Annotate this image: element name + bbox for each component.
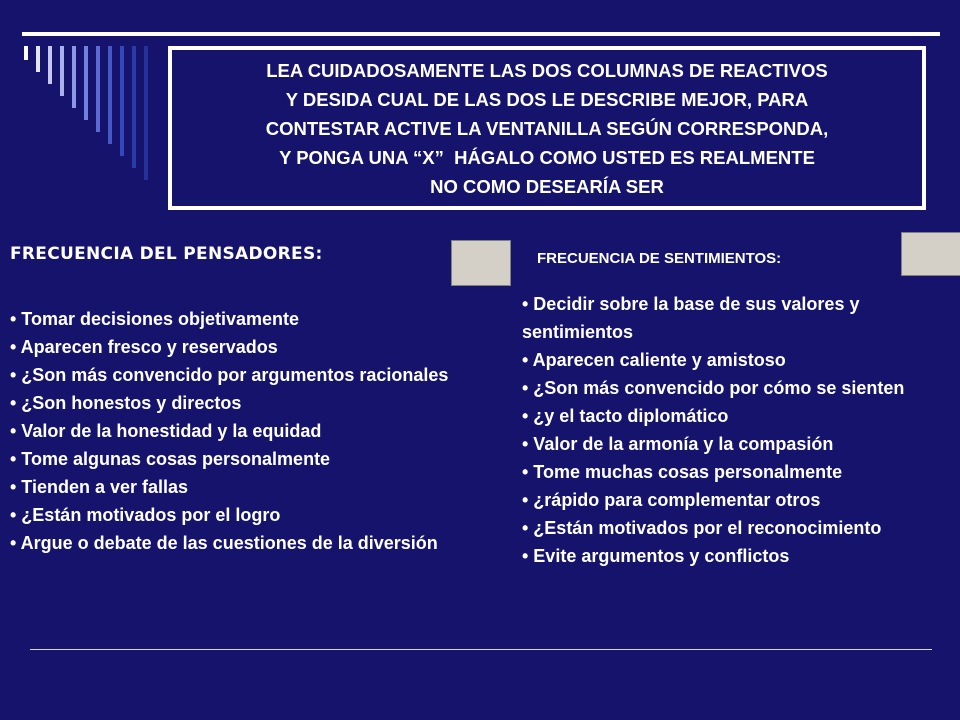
instructions-line: CONTESTAR ACTIVE LA VENTANILLA SEGÚN CORRESPONDA, bbox=[265, 117, 829, 139]
deco-bar bbox=[96, 46, 100, 132]
deco-bar bbox=[72, 46, 76, 108]
thinkers-list bbox=[10, 305, 490, 557]
deco-bar bbox=[24, 46, 28, 60]
deco-bar bbox=[60, 46, 64, 96]
feelers-list bbox=[522, 290, 960, 570]
deco-bar bbox=[48, 46, 52, 84]
deco-bar bbox=[120, 46, 124, 156]
list-item: • Decidir sobre la base de sus valores y sentimientos bbox=[522, 294, 860, 342]
instructions-text bbox=[266, 56, 829, 201]
list-item: • ¿Son más convencido por cómo se sienten bbox=[522, 378, 905, 398]
deco-bar bbox=[84, 46, 88, 120]
top-rule-line bbox=[22, 32, 940, 36]
thinkers-checkbox[interactable] bbox=[451, 240, 511, 286]
list-item: • ¿Están motivados por el logro bbox=[10, 505, 281, 525]
thinkers-title: FRECUENCIA DEL PENSADORES: bbox=[10, 244, 323, 264]
bottom-divider bbox=[30, 649, 932, 650]
list-item: • Tome algunas cosas personalmente bbox=[10, 449, 331, 469]
list-item: • ¿Son más convencido por argumentos racionales bbox=[10, 365, 449, 385]
list-item: • Valor de la armonía y la compasión bbox=[522, 434, 834, 454]
deco-bar bbox=[108, 46, 112, 144]
list-item: • Tomar decisiones objetivamente bbox=[10, 309, 300, 329]
list-item: • Valor de la honestidad y la equidad bbox=[10, 421, 322, 441]
list-item: • ¿y el tacto diplomático bbox=[522, 406, 729, 426]
list-item: • ¿Están motivados por el reconocimiento bbox=[522, 518, 882, 538]
deco-bar bbox=[132, 46, 136, 168]
instructions-box bbox=[168, 46, 926, 210]
deco-bar bbox=[144, 46, 148, 180]
instructions-line: Y DESIDA CUAL DE LAS DOS LE DESCRIBE MEJOR, PARA bbox=[285, 88, 809, 110]
feelers-checkbox[interactable] bbox=[901, 232, 960, 276]
list-item: • Evite argumentos y conflictos bbox=[522, 546, 790, 566]
instructions-line: NO COMO DESEARÍA SER bbox=[430, 175, 664, 197]
feelers-title: FRECUENCIA DE SENTIMIENTOS: bbox=[537, 250, 782, 267]
deco-bar bbox=[36, 46, 40, 72]
list-item: • Tienden a ver fallas bbox=[10, 477, 189, 497]
list-item: • ¿Son honestos y directos bbox=[10, 393, 242, 413]
list-item: • Aparecen caliente y amistoso bbox=[522, 350, 786, 370]
list-item: • Argue o debate de las cuestiones de la diversión bbox=[10, 533, 438, 553]
list-item: • Aparecen fresco y reservados bbox=[10, 337, 278, 357]
list-item: • Tome muchas cosas personalmente bbox=[522, 462, 843, 482]
instructions-line: Y PONGA UNA “X” HÁGALO COMO USTED ES REALMENTE bbox=[279, 146, 815, 168]
list-item: • ¿rápido para complementar otros bbox=[522, 490, 821, 510]
instructions-line: LEA CUIDADOSAMENTE LAS DOS COLUMNAS DE REACTIVOS bbox=[266, 59, 828, 81]
